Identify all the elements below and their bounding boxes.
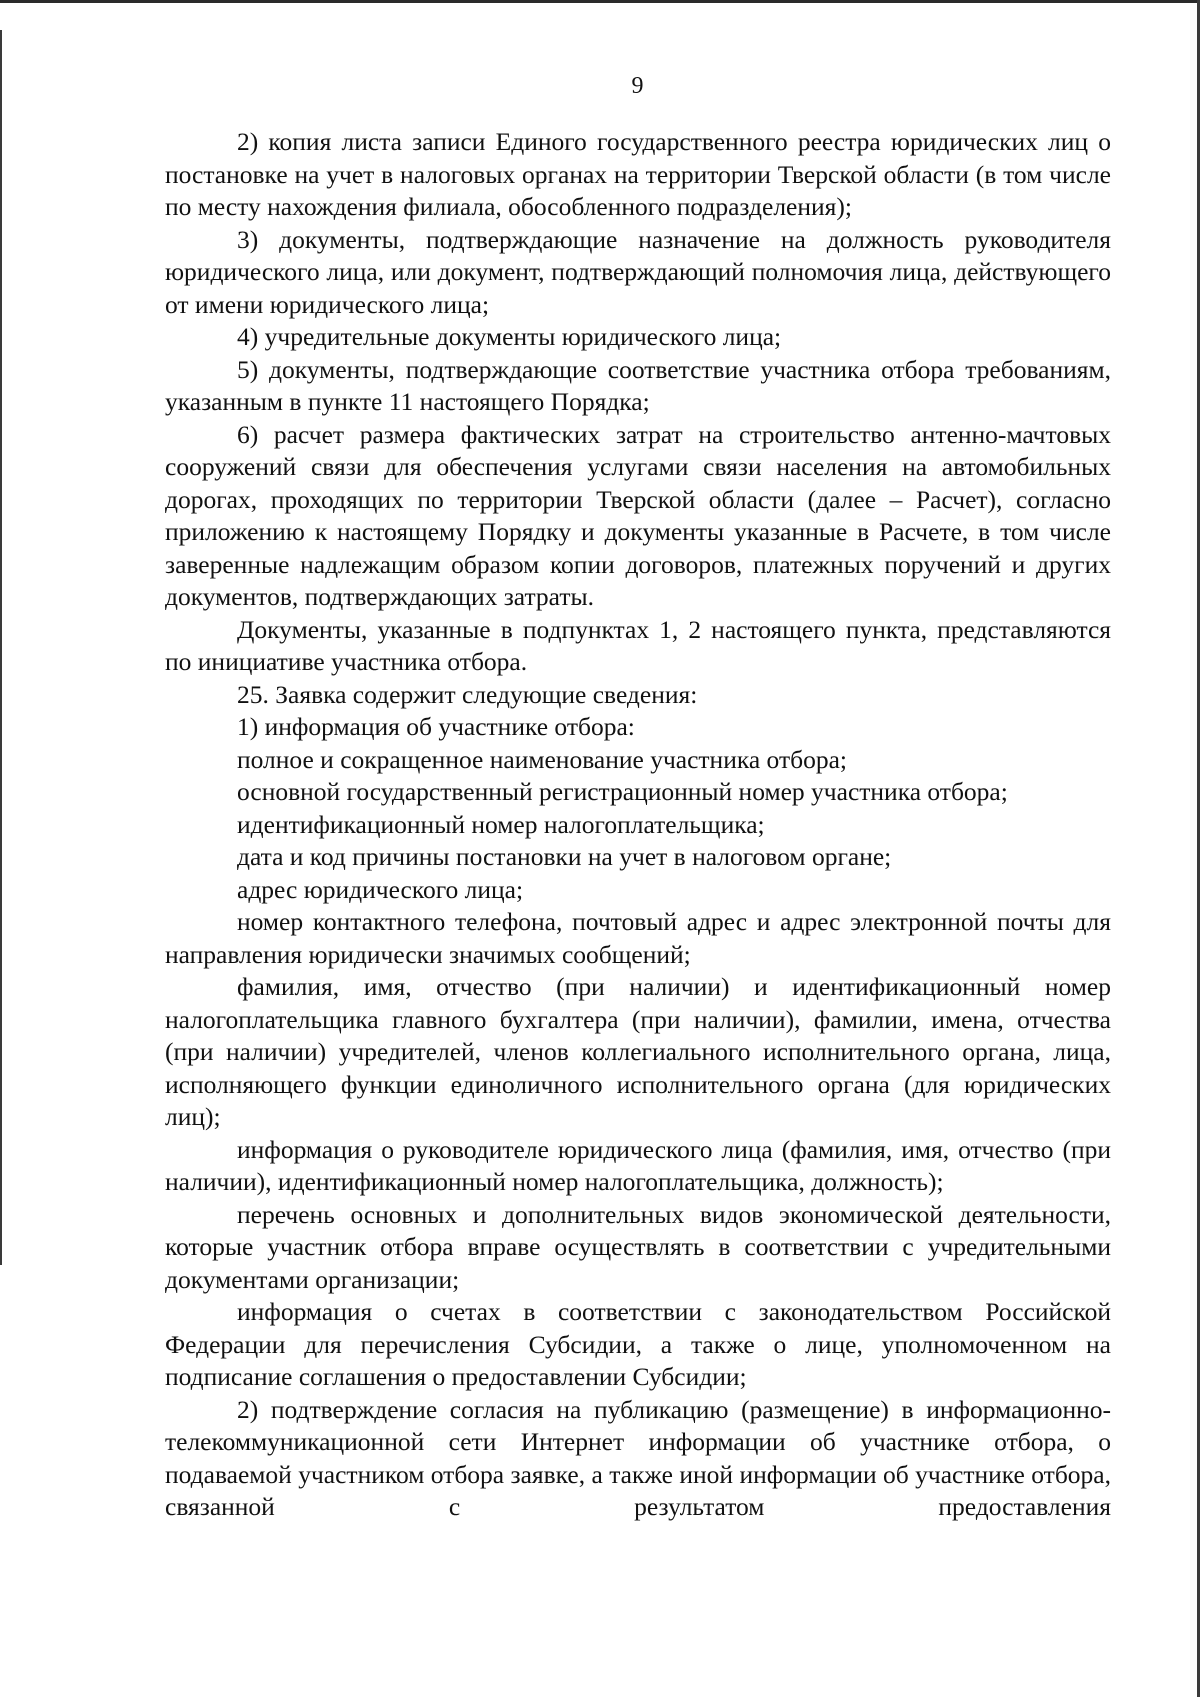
paragraph-publication-consent: 2) подтверждение согласия на публикацию (размещение) в информационно-телекоммуникационной сети Интернет информации об участнике отбора, о подаваемой участником отбора заявке, а также иной информации об участнике отбора, связанной с результатом предоставления <box>165 1394 1111 1521</box>
paragraph-legal-address: адрес юридического лица; <box>237 874 524 904</box>
scan-border-left <box>0 30 2 1265</box>
paragraph-activities: перечень основных и дополнительных видов экономической деятельности, которые участник отбора вправе осуществлять в соответствии с учредительными документами организации; <box>165 1199 1111 1294</box>
paragraph-contacts: номер контактного телефона, почтовый адрес и адрес электронной почты для направления юридически значимых сообщений; <box>165 907 1111 969</box>
paragraph-initiative-note: Документы, указанные в подпунктах 1, 2 настоящего пункта, представляются по инициативе участника отбора. <box>165 614 1111 676</box>
paragraph-kpp: дата и код причины постановки на учет в налоговом органе; <box>237 842 892 871</box>
document-body <box>165 126 1111 1524</box>
paragraph-director-info: информация о руководителе юридического лица (фамилия, имя, отчество (при наличии), идентификационный номер налогоплательщика, должность); <box>165 1134 1111 1196</box>
scan-border-top <box>0 0 1200 3</box>
paragraph-inn: идентификационный номер налогоплательщика; <box>237 809 765 839</box>
paragraph-cost-calculation: 6) расчет размера фактических затрат на строительство антенно-мачтовых сооружений связи для обеспечения услугами связи населения на автомобильных дорогах, проходящих по территории Тверской области (далее – Расчет), согласно приложению к настоящему Порядку и документы указанные в Расчете, в том числе заверенные надлежащим образом копии договоров, платежных поручений и других документов, подтверждающих затраты. <box>165 419 1111 611</box>
paragraph-copy-egrul: 2) копия листа записи Единого государственного реестра юридических лиц о постановке на учет в налоговых органах на территории Тверской области (в том числе по месту нахождения филиала, обособленного подразделения); <box>165 127 1111 221</box>
paragraph-appointment-docs: 3) документы, подтверждающие назначение на должность руководителя юридического лица, или документ, подтверждающий полномочия лица, действующего от имени юридического лица; <box>165 224 1111 319</box>
paragraph-participant-info: 1) информация об участнике отбора: <box>237 712 635 741</box>
paragraph-accountant-founders: фамилия, имя, отчество (при наличии) и идентификационный номер налогоплательщика главного бухгалтера (при наличии), фамилии, имена, отчества (при наличии) учредителей, членов коллегиального исполнительного органа, лица, исполняющего функции единоличного исполнительного органа (для юридических лиц); <box>165 972 1111 1131</box>
page-number: 9 <box>631 73 644 99</box>
paragraph-item-25: 25. Заявка содержит следующие сведения: <box>237 679 698 709</box>
paragraph-full-name: полное и сокращенное наименование участника отбора; <box>237 744 847 774</box>
paragraph-founding-docs: 4) учредительные документы юридического лица; <box>237 322 782 351</box>
paragraph-ogrn: основной государственный регистрационный номер участника отбора; <box>237 777 1008 806</box>
paragraph-accounts: информация о счетах в соответствии с законодательством Российской Федерации для перечисления Субсидии, а также о лице, уполномоченном на подписание соглашения о предоставлении Субсидии; <box>165 1297 1111 1391</box>
paragraph-compliance-docs: 5) документы, подтверждающие соответствие участника отбора требованиям, указанным в пункте 11 настоящего Порядка; <box>165 354 1111 416</box>
